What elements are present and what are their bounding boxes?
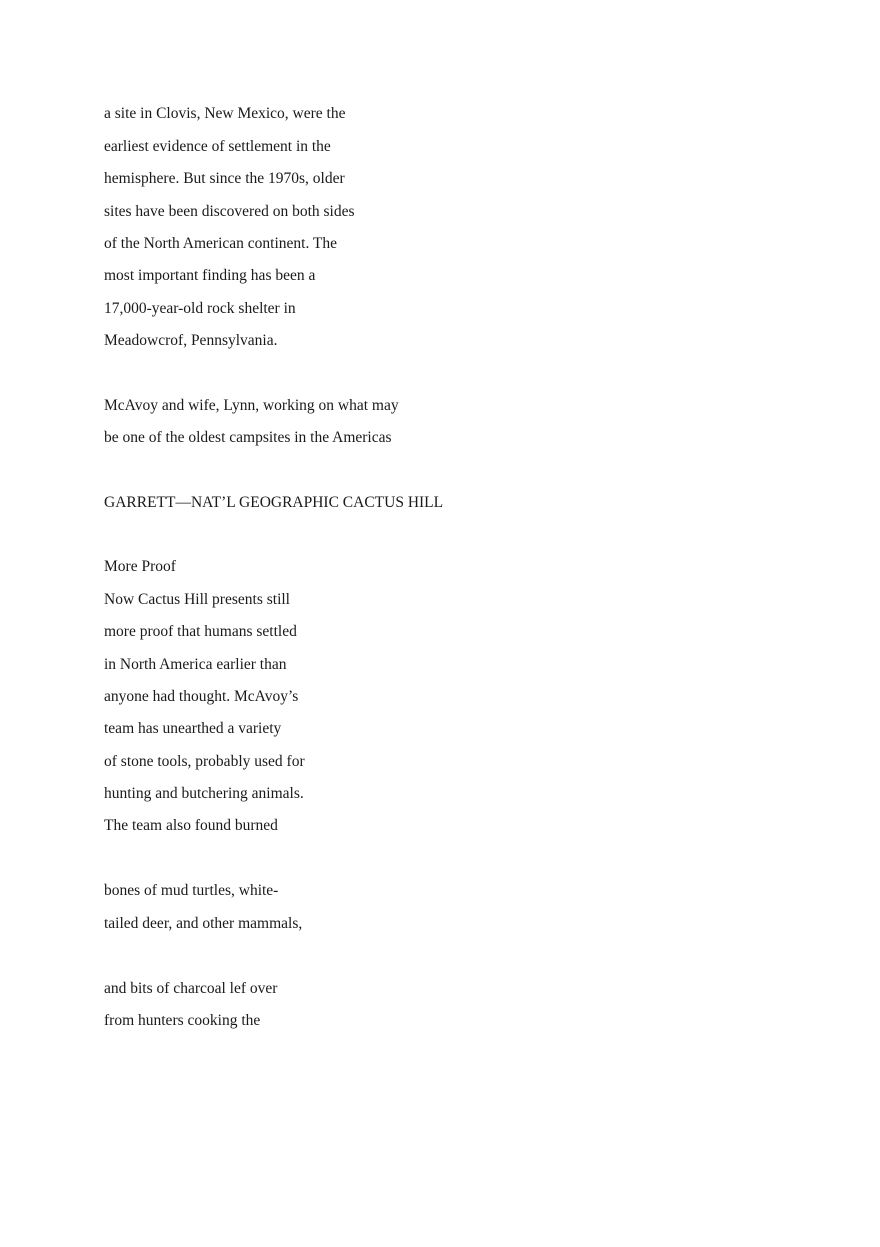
paragraph-4-line: and bits of charcoal lef over [104, 980, 278, 997]
paragraph-2-line: The team also found burned [104, 817, 278, 834]
paragraph-1-line: 17,000-year-old rock shelter in [104, 300, 296, 317]
paragraph-2-line: in North America earlier than [104, 656, 287, 673]
paragraph-2-line: anyone had thought. McAvoy’s [104, 688, 299, 705]
photo-caption-line: be one of the oldest campsites in the Americas [104, 429, 392, 446]
paragraph-1-line: Meadowcrof, Pennsylvania. [104, 332, 278, 349]
photo-credit: GARRETT—NAT’L GEOGRAPHIC CACTUS HILL [104, 494, 444, 511]
photo-caption-line: McAvoy and wife, Lynn, working on what may [104, 397, 399, 414]
section-heading: More Proof [104, 558, 176, 575]
paragraph-1-line: most important finding has been a [104, 267, 316, 284]
paragraph-1-line: of the North American continent. The [104, 235, 338, 252]
paragraph-2-line: Now Cactus Hill presents still [104, 591, 290, 608]
paragraph-3-line: bones of mud turtles, white- [104, 882, 279, 899]
paragraph-1-line: a site in Clovis, New Mexico, were the [104, 105, 346, 122]
paragraph-2-line: team has unearthed a variety [104, 720, 282, 737]
paragraph-2-line: more proof that humans settled [104, 623, 297, 640]
paragraph-2-line: of stone tools, probably used for [104, 753, 305, 770]
paragraph-1-line: hemisphere. But since the 1970s, older [104, 170, 345, 187]
paragraph-1-line: earliest evidence of settlement in the [104, 138, 331, 155]
paragraph-4-line: from hunters cooking the [104, 1012, 261, 1029]
paragraph-2-line: hunting and butchering animals. [104, 785, 304, 802]
paragraph-1-line: sites have been discovered on both sides [104, 203, 355, 220]
paragraph-3-line: tailed deer, and other mammals, [104, 915, 303, 932]
